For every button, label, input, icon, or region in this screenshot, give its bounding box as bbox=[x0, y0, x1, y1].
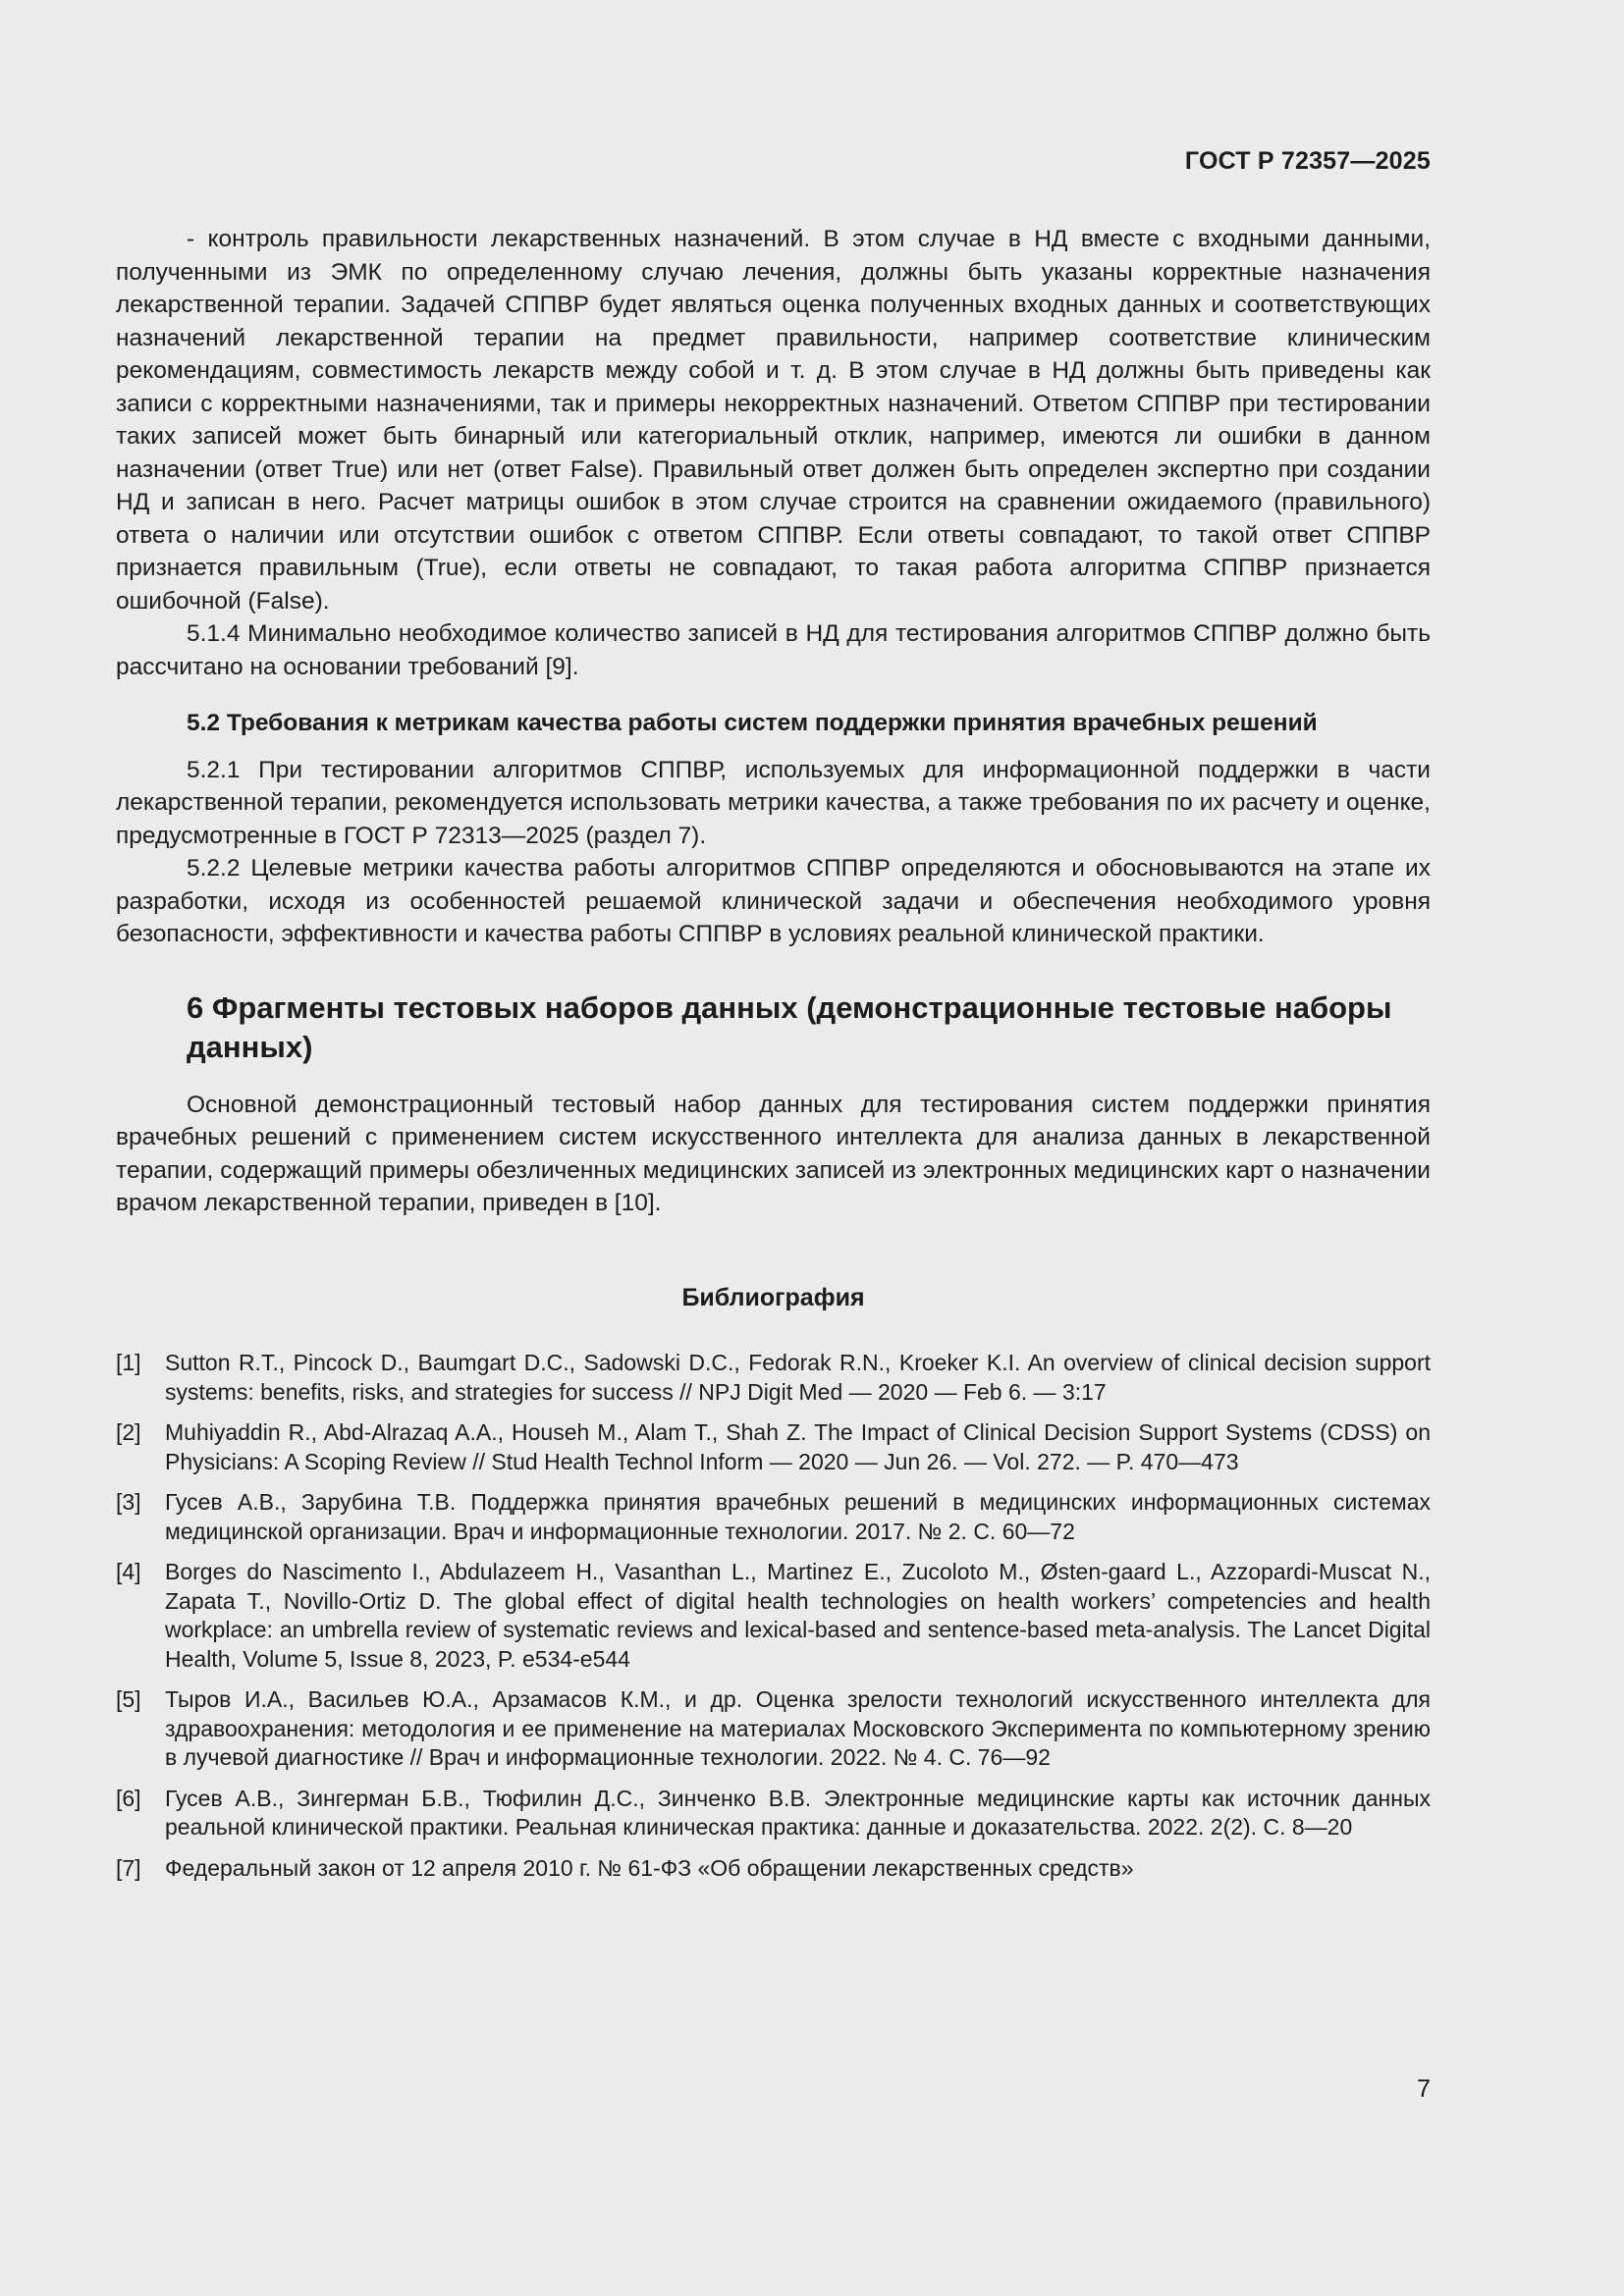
bibliography-item bbox=[116, 1685, 1431, 1773]
bibliography-number: [5] bbox=[116, 1686, 141, 1712]
bibliography-title: Библиография bbox=[681, 1283, 865, 1311]
bibliography-item bbox=[116, 1785, 1431, 1842]
page-number: 7 bbox=[1417, 2075, 1431, 2103]
paragraph-5-1-4: 5.1.4 Минимально необходимое количество записей в НД для тестирования алгоритмов СППВР должно быть рассчитано на основании требований [9]. bbox=[116, 620, 1431, 680]
bibliography-number: [6] bbox=[116, 1785, 141, 1811]
bibliography-item bbox=[116, 1854, 1431, 1884]
bibliography-list bbox=[116, 1349, 1431, 1883]
bibliography-item bbox=[116, 1488, 1431, 1546]
document-header: ГОСТ Р 72357—2025 bbox=[1184, 147, 1431, 175]
paragraph-5-2-2: 5.2.2 Целевые метрики качества работы алгоритмов СППВР определяются и обосновываются на этапе их разработки, исходя из особенностей решаемой клинической задачи и обеспечения необходимого уровня безопасности, эффективности и качества работы СППВР в условиях реальной клинической практики. bbox=[116, 855, 1431, 947]
bibliography-number: [4] bbox=[116, 1559, 141, 1584]
bibliography-item bbox=[116, 1349, 1431, 1407]
section-heading-6: 6 Фрагменты тестовых наборов данных (демонстрационные тестовые наборы данных) bbox=[187, 989, 1392, 1064]
bibliography-text: Гусев А.В., Зарубина Т.В. Поддержка принятия врачебных решений в медицинских информационных системах медицинской организации. Врач и информационные технологии. 2017. № 2. С. 60—72 bbox=[165, 1489, 1431, 1544]
bibliography-text: Тыров И.А., Васильев Ю.А., Арзамасов К.М., и др. Оценка зрелости технологий искусственного интеллекта для здравоохранения: методология и ее применение на материалах Московского Эксперимента по компьютерному зрению в лучевой диагностике // Врач и информационные технологии. 2022. № 4. С. 76—92 bbox=[165, 1686, 1431, 1770]
bibliography-number: [2] bbox=[116, 1419, 141, 1445]
bibliography-item bbox=[116, 1558, 1431, 1674]
subsection-heading-5-2: 5.2 Требования к метрикам качества работы систем поддержки принятия врачебных решений bbox=[187, 710, 1318, 736]
bibliography-text: Sutton R.T., Pincock D., Baumgart D.C., Sadowski D.C., Fedorak R.N., Kroeker K.I. An overview of clinical decision support systems: benefits, risks, and strategies for success // NPJ Digit Med — 2020 — Feb 6. — 3:17 bbox=[165, 1350, 1431, 1405]
bibliography-item bbox=[116, 1418, 1431, 1476]
paragraph-section-6: Основной демонстрационный тестовый набор данных для тестирования систем поддержки принятия врачебных решений с применением систем искусственного интеллекта для анализа данных в лекарственной терапии, содержащий примеры обезличенных медицинских записей из электронных медицинских карт о назначении врачом лекарственной терапии, приведен в [10]. bbox=[116, 1091, 1431, 1216]
bibliography-text: Borges do Nascimento I., Abdulazeem H., Vasanthan L., Martinez E., Zucoloto M., Østen-gaard L., Azzopardi-Muscat N., Zapata T., Novillo-Ortiz D. The global effect of digital health technologies on health workers’ competencies and health workplace: an umbrella review of systematic reviews and lexical-based and sentence-based meta-analysis. The Lancet Digital Health, Volume 5, Issue 8, 2023, P. e534-e544 bbox=[165, 1559, 1431, 1672]
bibliography-number: [1] bbox=[116, 1350, 141, 1375]
bibliography-number: [3] bbox=[116, 1489, 141, 1515]
bibliography-number: [7] bbox=[116, 1854, 141, 1881]
bibliography-text: Гусев А.В., Зингерман Б.В., Тюфилин Д.С., Зинченко В.В. Электронные медицинские карты как источник данных реальной клинической практики. Реальная клиническая практика: данные и доказательства. 2022. 2(2). С. 8—20 bbox=[165, 1785, 1431, 1840]
paragraph-5-2-1: 5.2.1 При тестировании алгоритмов СППВР, используемых для информационной поддержки в части лекарственной терапии, рекомендуется использовать метрики качества, а также требования по их расчету и оценке, предусмотренные в ГОСТ Р 72313—2025 (раздел 7). bbox=[116, 756, 1431, 849]
bibliography-text: Федеральный закон от 12 апреля 2010 г. № 61-ФЗ «Об обращении лекарственных средств» bbox=[165, 1854, 1134, 1881]
page-content bbox=[116, 223, 1431, 1895]
paragraph-drug-control: - контроль правильности лекарственных назначений. В этом случае в НД вместе с входными данными, полученными из ЭМК по определенному случаю лечения, должны быть указаны корректные назначения лекарственной терапии. Задачей СППВР будет являться оценка полученных входных данных и соответствующих назначений лекарственной терапии на предмет правильности, например соответствие клиническим рекомендациям, совместимость лекарств между собой и т. д. В этом случае в НД должны быть приведены как записи с корректными назначениями, так и примеры некорректных назначений. Ответом СППВР при тестировании таких записей может быть бинарный или категориальный отклик, например, имеются ли ошибки в данном назначении (ответ True) или нет (ответ False). Правильный ответ должен быть определен экспертно при создании НД и записан в него. Расчет матрицы ошибок в этом случае строится на сравнении ожидаемого (правильного) ответа о наличии или отсутствии ошибок с ответом СППВР. Если ответы совпадают, то такой ответ СППВР признается правильным (True), если ответы не совпадают, то такая работа алгоритма СППВР признается ошибочной (False). bbox=[116, 226, 1431, 614]
bibliography-text: Muhiyaddin R., Abd-Alrazaq A.A., Househ M., Alam T., Shah Z. The Impact of Clinical Decision Support Systems (CDSS) on Physicians: A Scoping Review // Stud Health Technol Inform — 2020 — Jun 26. — Vol. 272. — P. 470—473 bbox=[165, 1419, 1431, 1474]
